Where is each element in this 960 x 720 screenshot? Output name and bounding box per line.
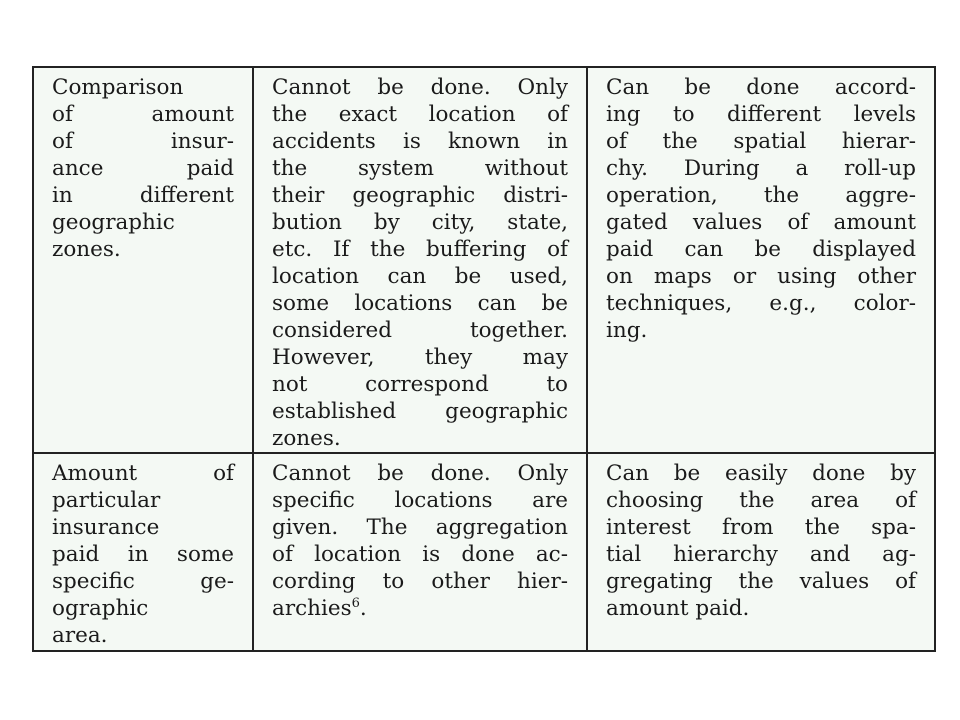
text-line: their geographic distri- — [272, 183, 568, 208]
text-line: specific ge- — [52, 569, 234, 594]
text-line: some locations can be — [272, 291, 568, 316]
footnote-marker: 6 — [351, 595, 360, 611]
row2-conventional-cell — [254, 454, 588, 650]
text-line: tial hierarchy and ag- — [606, 542, 916, 567]
text-fragment: . — [359, 596, 367, 621]
text-line: Can be done accord- — [606, 75, 916, 100]
text-line: in different — [52, 183, 234, 208]
text-line: cording to other hier- — [272, 569, 568, 594]
text-line: chy. During a roll-up — [606, 156, 916, 181]
text-line: Cannot be done. Only — [272, 461, 568, 486]
text-line: ance paid — [52, 156, 234, 181]
text-line: Cannot be done. Only — [272, 75, 568, 100]
text-line: not correspond to — [272, 372, 568, 397]
row1-spatial-cell — [588, 68, 934, 452]
text-line: of amount — [52, 102, 234, 127]
row1-conventional-cell — [254, 68, 588, 452]
row2-criterion-cell — [34, 454, 254, 650]
text-line: given. The aggregation — [272, 515, 568, 540]
text-line: ographic — [52, 596, 149, 621]
row1-criterion-cell — [34, 68, 254, 452]
text-line: of insur- — [52, 129, 234, 154]
text-line: zones. — [272, 426, 341, 451]
text-line: However, they may — [272, 345, 568, 370]
row2-spatial-cell — [588, 454, 934, 650]
text-line: etc. If the buffering of — [272, 237, 568, 262]
text-line: paid can be displayed — [606, 237, 916, 262]
text-line: geographic — [52, 210, 175, 235]
text-line: operation, the aggre- — [606, 183, 916, 208]
text-line: established geographic — [272, 399, 568, 424]
text-line: the exact location of — [272, 102, 568, 127]
text-line — [272, 595, 568, 622]
text-line: considered together. — [272, 318, 568, 343]
text-line: amount paid. — [606, 596, 750, 621]
text-line: of location is done ac- — [272, 542, 568, 567]
text-line: paid in some — [52, 542, 234, 567]
text-line: Can be easily done by — [606, 461, 916, 486]
text-fragment: archies — [272, 596, 352, 621]
text-line: Comparison — [52, 75, 184, 100]
text-line: location can be used, — [272, 264, 568, 289]
text-line: ing to different levels — [606, 102, 916, 127]
text-line: of the spatial hierar- — [606, 129, 916, 154]
text-line: techniques, e.g., color- — [606, 291, 916, 316]
text-line: gregating the values of — [606, 569, 916, 594]
text-line: gated values of amount — [606, 210, 916, 235]
text-line: bution by city, state, — [272, 210, 568, 235]
text-line: ing. — [606, 318, 648, 343]
text-line: interest from the spa- — [606, 515, 916, 540]
text-line: zones. — [52, 237, 121, 262]
text-line: accidents is known in — [272, 129, 568, 154]
comparison-table — [32, 66, 936, 652]
text-line: specific locations are — [272, 488, 568, 513]
text-line: choosing the area of — [606, 488, 916, 513]
text-line: the system without — [272, 156, 568, 181]
table-row — [34, 68, 934, 452]
table-row — [34, 452, 934, 650]
text-line: Amount of — [52, 461, 234, 486]
text-line: insurance — [52, 515, 160, 540]
text-line: on maps or using other — [606, 264, 916, 289]
text-line: particular — [52, 488, 161, 513]
text-line: area. — [52, 623, 108, 648]
